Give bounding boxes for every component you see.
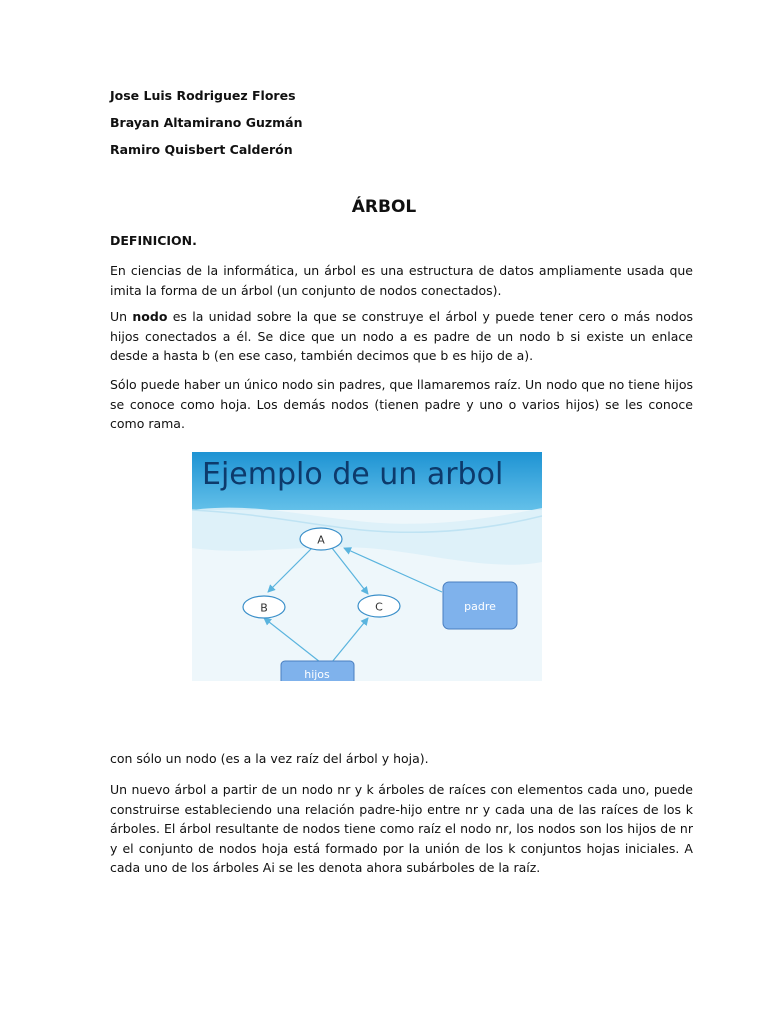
paragraph-nodo: [110, 307, 693, 366]
author-3: Ramiro Quisbert Calderón: [110, 142, 293, 157]
box-hijos: [281, 661, 354, 681]
author-2: Brayan Altamirano Guzmán: [110, 115, 303, 130]
paragraph-nodo-bold: nodo: [132, 309, 168, 324]
document-title: ÁRBOL: [351, 197, 417, 217]
box-hijos-label: hijos: [304, 668, 330, 681]
tree-example-figure: [192, 452, 542, 681]
node-a-label: A: [317, 533, 325, 547]
node-b: [243, 596, 285, 618]
paragraph-nodo-rest: es la unidad sobre la que se construye el árbol y puede tener cero o más nodos hijos conectados a él. Se dice que un nodo a es padre de un nodo b si existe un enlace desde a hasta b (en ese caso, también decimos que b es hijo de a).: [110, 309, 694, 363]
node-c-label: C: [375, 600, 383, 614]
node-c: [358, 595, 400, 617]
paragraph-nuevo-arbol: Un nuevo árbol a partir de un nodo nr y k árboles de raíces con elementos cada uno, puede construirse estableciendo una relación padre-hijo entre nr y cada una de las raíces de los k árboles. El árbol resultante de nodos tiene como raíz el nodo nr, los nodos son los hijos de nr y el conjunto de nodos hoja está formado por la unión de los k conjuntos hojas iniciales. A cada uno de los árboles Ai se les denota ahora subárboles de la raíz.: [110, 782, 693, 875]
author-1: Jose Luis Rodriguez Flores: [110, 88, 296, 103]
box-padre: [443, 582, 517, 629]
paragraph-raiz: Sólo puede haber un único nodo sin padres, que llamaremos raíz. Un nodo que no tiene hijos se conoce como hoja. Los demás nodos (tienen padre y uno o varios hijos) se les conoce como rama.: [110, 377, 693, 431]
node-a: [300, 528, 342, 550]
tree-diagram: [192, 452, 542, 681]
paragraph-nodo-prefix: Un: [110, 309, 133, 324]
box-padre-label: padre: [464, 600, 496, 613]
section-heading: DEFINICION.: [110, 233, 197, 248]
paragraph-solo-un-nodo: con sólo un nodo (es a la vez raíz del árbol y hoja).: [110, 751, 429, 766]
figure-title: Ejemplo de un arbol: [202, 457, 504, 492]
paragraph-definition: En ciencias de la informática, un árbol es una estructura de datos ampliamente usada que imita la forma de un árbol (un conjunto de nodos conectados).: [110, 263, 693, 298]
node-b-label: B: [260, 601, 268, 615]
